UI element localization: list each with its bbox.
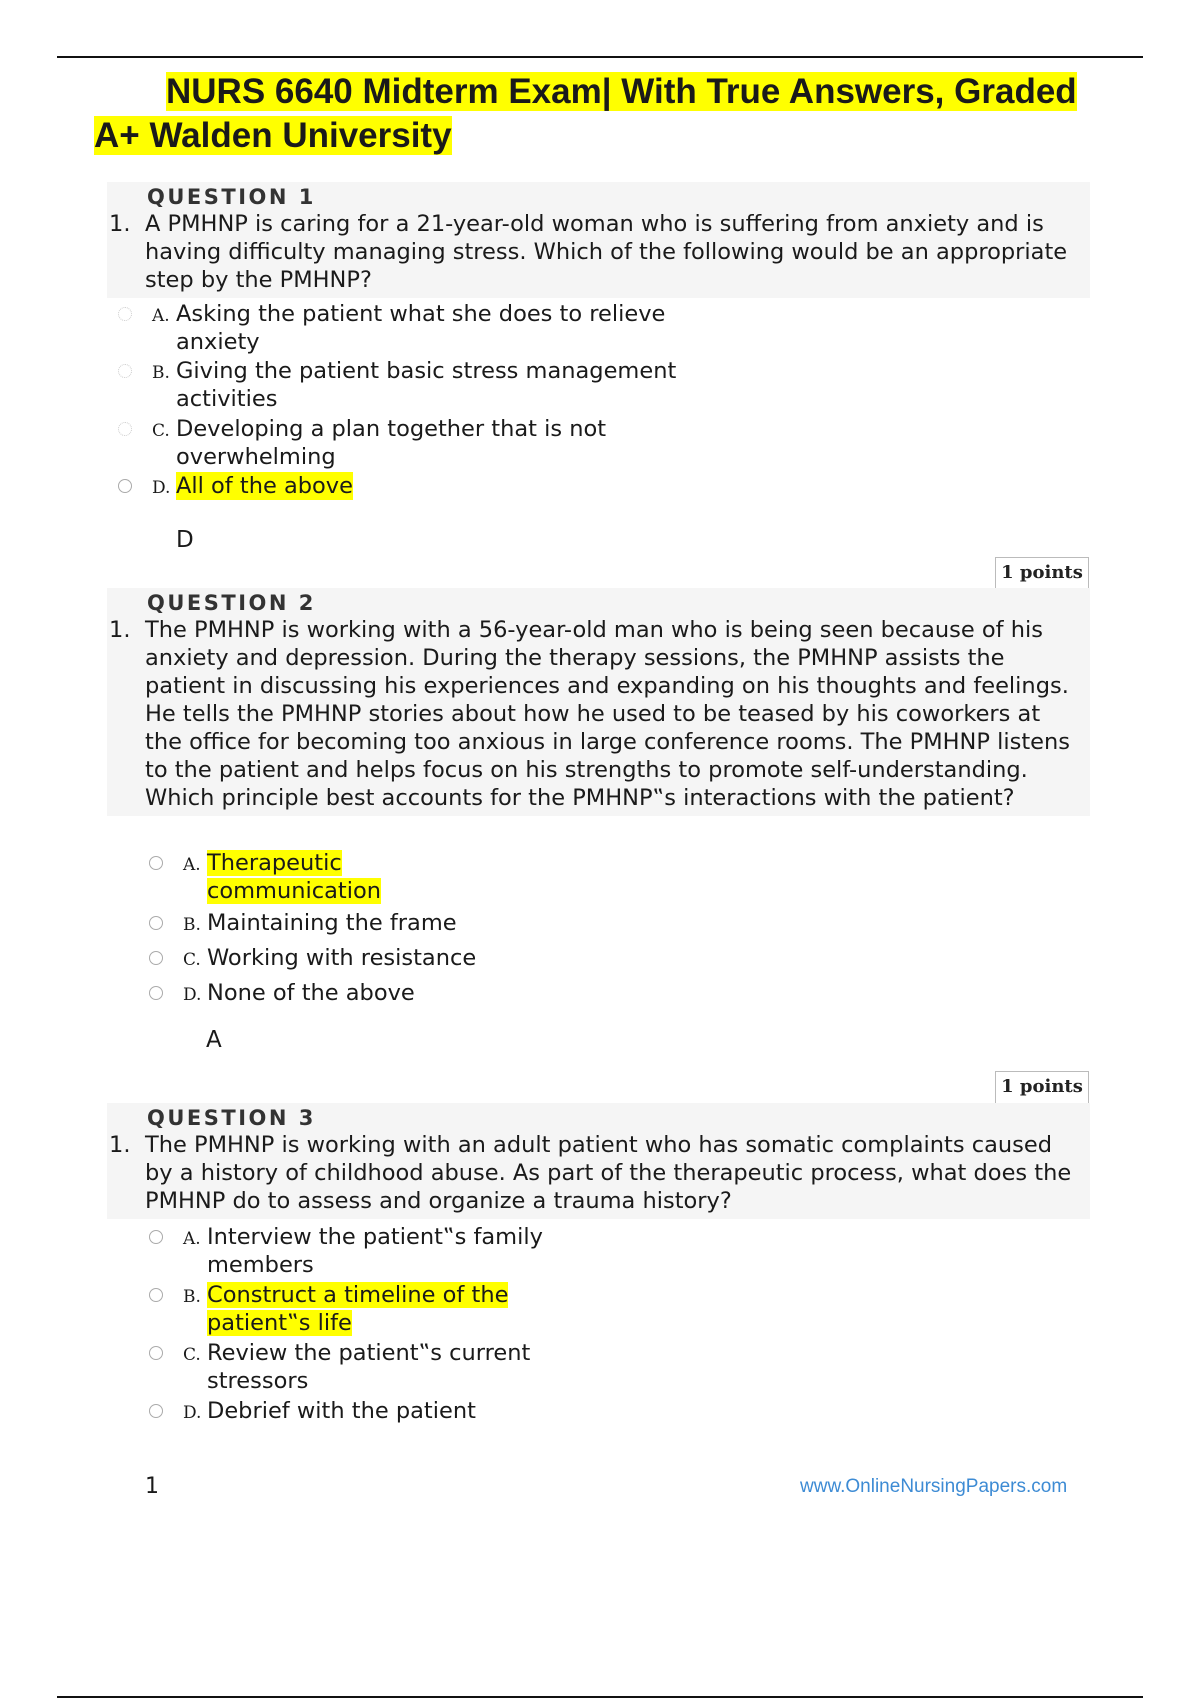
question-3-number: 1. [109,1132,131,1158]
question-2-points: 1 points [995,1071,1089,1104]
option-letter: C. [183,950,201,970]
question-2-header [107,588,1090,816]
question-2-answer: A [206,1027,222,1053]
option-letter: B. [152,363,170,383]
option-2c[interactable] [149,944,476,974]
footer-link[interactable]: www.OnlineNursingPapers.com [800,1476,1068,1497]
question-1-options [118,300,716,502]
option-2d[interactable] [149,979,476,1009]
option-3a[interactable] [149,1223,577,1279]
radio-button-icon[interactable] [118,479,132,493]
radio-button-icon[interactable] [149,1288,163,1302]
option-2b[interactable] [149,909,476,939]
option-letter: C. [183,1345,201,1365]
question-2-label: QUESTION 2 [147,591,316,615]
option-letter: C. [152,421,170,441]
question-3-label: QUESTION 3 [147,1106,316,1130]
radio-button-icon[interactable] [149,856,163,870]
option-1d[interactable] [118,472,716,502]
radio-button-icon[interactable] [149,916,163,930]
page-title [94,70,1114,158]
question-2-number: 1. [109,617,131,643]
option-text: All of the above [176,473,353,499]
top-rule [57,56,1143,58]
option-letter: D. [183,985,202,1005]
option-3d[interactable] [149,1397,577,1427]
option-letter: B. [183,915,201,935]
option-letter: D. [183,1403,202,1423]
option-3b[interactable] [149,1281,577,1337]
option-text: Working with resistance [207,945,477,971]
question-1-text [107,210,1090,294]
option-text: Asking the patient what she does to relieve anxiety [176,301,666,355]
question-1-body: A PMHNP is caring for a 21-year-old woman who is suffering from anxiety and is having difficulty managing stress. Which of the following would be an appropriate step by the PMHNP? [145,211,1068,293]
question-3-options [149,1223,577,1427]
radio-button-icon[interactable] [149,986,163,1000]
option-text: Developing a plan together that is not overwhelming [176,416,607,470]
option-1c[interactable] [118,415,716,471]
radio-button-icon[interactable] [118,307,132,321]
radio-button-icon[interactable] [118,364,132,378]
option-text: Debrief with the patient [207,1398,476,1424]
question-1-answer: D [176,527,194,553]
option-text: Review the patient‟s current stressors [207,1340,531,1394]
option-letter: B. [183,1287,201,1307]
option-text: Interview the patient‟s family members [207,1224,543,1278]
radio-button-icon[interactable] [149,1404,163,1418]
option-letter: A. [152,306,170,326]
option-text: Maintaining the frame [207,910,457,936]
question-2-body: The PMHNP is working with a 56-year-old man who is being seen because of his anxiety and depression. During the therapy sessions, the PMHNP assists the patient in discussing his experiences and expanding on his thoughts and feelings. He tells the PMHNP stories about how he used to be teased by his coworkers at the office for becoming too anxious in large conference rooms. The PMHNP listens to the patient and helps focus on his strengths to promote self-understanding. Which principle best accounts for the PMHNP‟s interactions with the patient? [145,617,1070,811]
option-3c[interactable] [149,1339,577,1395]
question-2-options [149,849,476,1009]
option-letter: D. [152,478,171,498]
question-3-text [107,1131,1090,1215]
question-2-text [107,616,1090,812]
title-line-1: NURS 6640 Midterm Exam| With True Answers, Graded [166,72,1077,111]
radio-button-icon[interactable] [118,422,132,436]
question-1-label: QUESTION 1 [147,185,316,209]
highlighted-answer: Therapeutic communication [207,850,382,904]
option-1a[interactable] [118,300,716,356]
question-3-header [107,1103,1090,1219]
option-letter: A. [183,1229,201,1249]
radio-button-icon[interactable] [149,1346,163,1360]
option-text: Giving the patient basic stress management activities [176,358,677,412]
question-3-body: The PMHNP is working with an adult patient who has somatic complaints caused by a history of childhood abuse. As part of the therapeutic process, what does the PMHNP do to assess and organize a trauma history? [145,1132,1072,1214]
radio-button-icon[interactable] [149,951,163,965]
option-text [207,849,407,905]
title-line-2: A+ Walden University [94,116,452,155]
option-text: None of the above [207,980,415,1006]
highlighted-answer: Construct a timeline of the patient‟s life [207,1282,509,1336]
bottom-rule [57,1696,1143,1698]
page-number: 1 [145,1474,159,1499]
radio-button-icon[interactable] [149,1230,163,1244]
option-1b[interactable] [118,357,716,413]
option-letter: A. [183,855,201,875]
option-text [207,1281,547,1337]
question-1-points: 1 points [995,557,1089,590]
question-1-number: 1. [109,211,131,237]
option-2a[interactable] [149,849,476,905]
question-1-header [107,182,1090,298]
